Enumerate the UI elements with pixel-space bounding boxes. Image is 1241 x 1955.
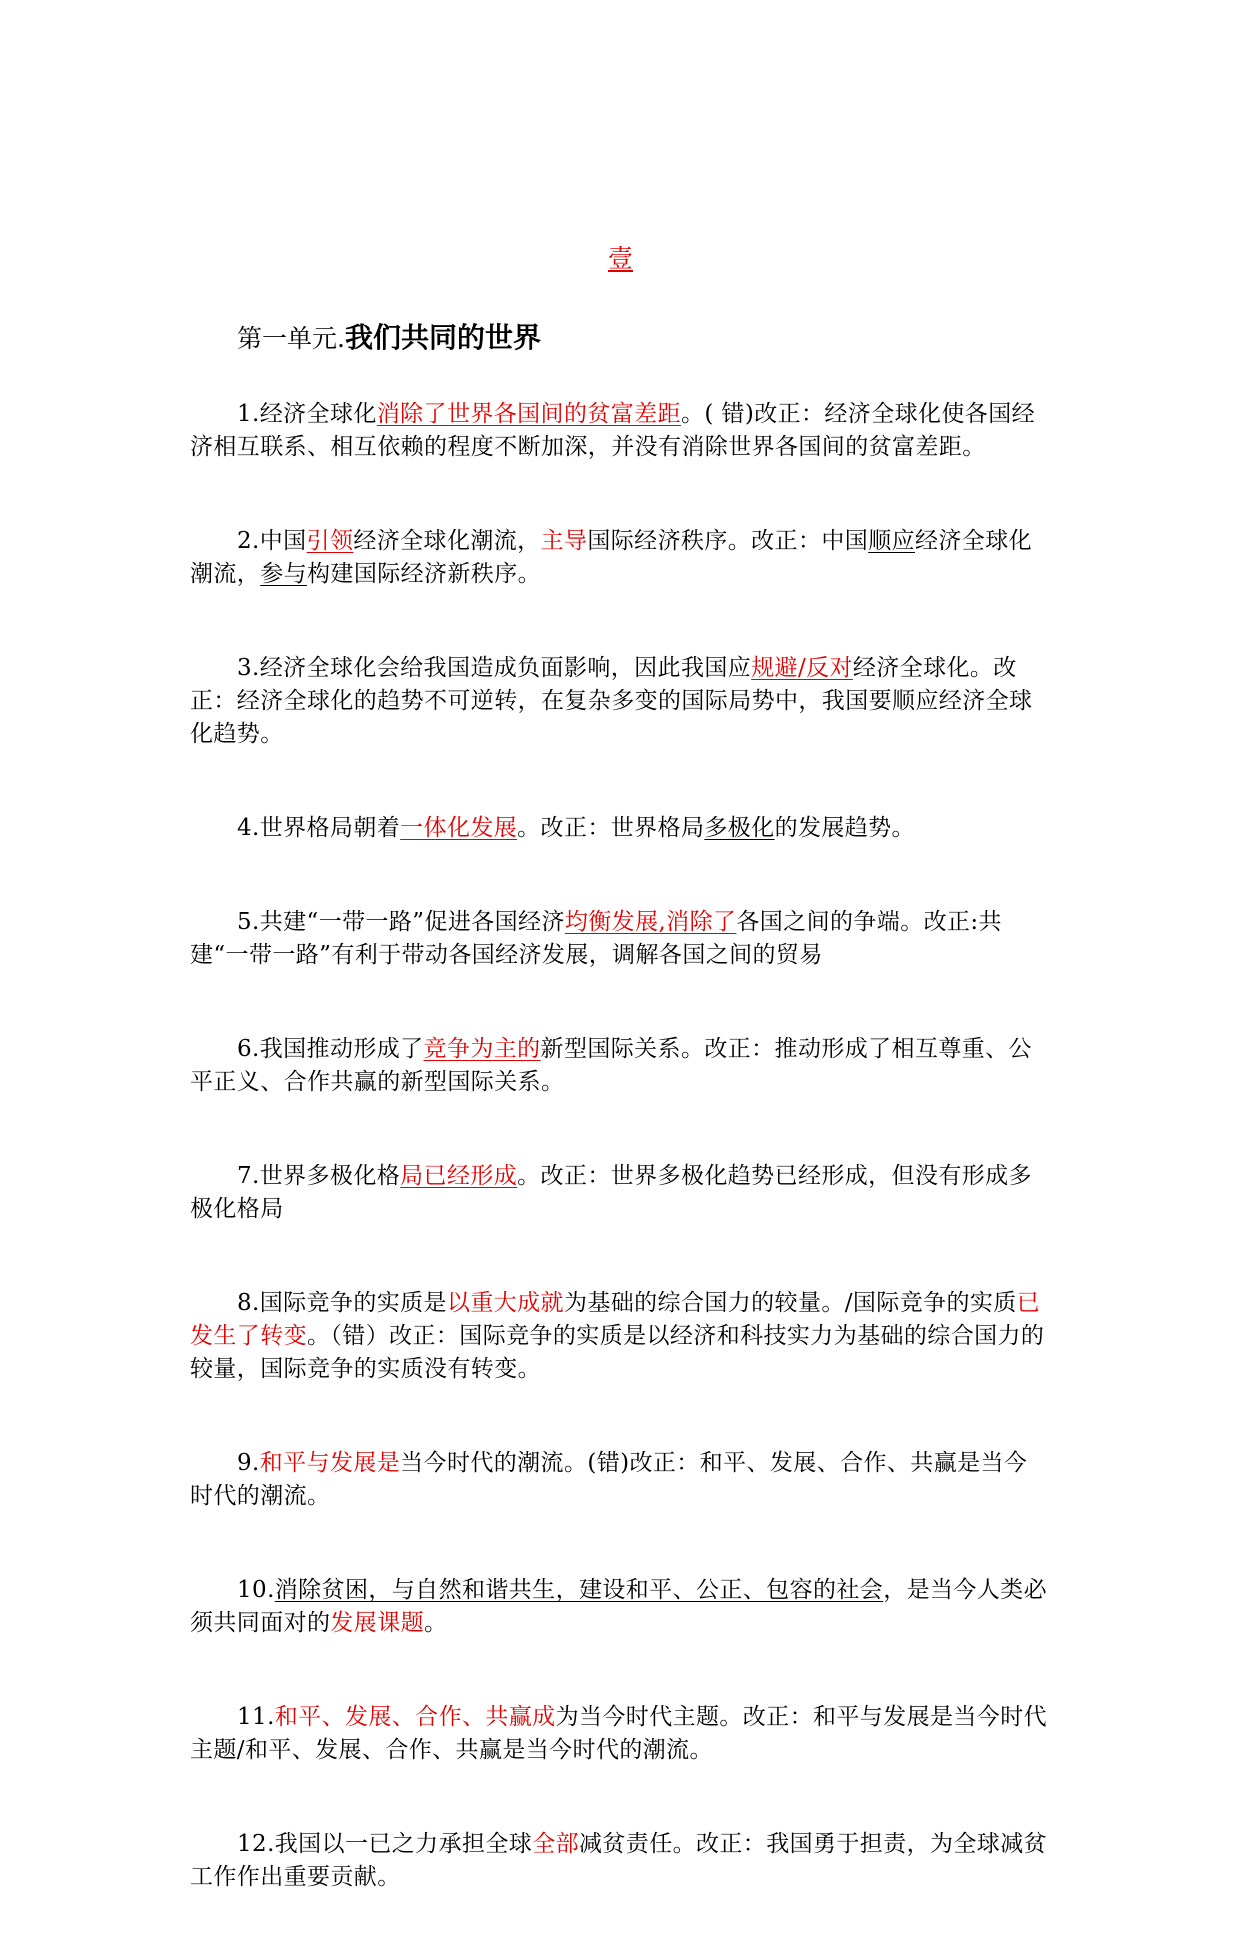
underlined-text: 参与 xyxy=(260,561,308,587)
unit-title xyxy=(237,318,541,359)
highlighted-error-text: 已发生了转变 xyxy=(190,1290,1041,1349)
statement-text: 经济全球化。改正：经济全球化的趋势不可逆转，在复杂多变的国际局势中，我国要顺应经济全球化趋势。 xyxy=(190,655,1033,747)
underlined-text: 多极化 xyxy=(704,815,775,841)
statement-item xyxy=(190,1828,1048,1894)
statement-text: 7.世界多极化格 xyxy=(237,1163,401,1189)
statement-text: 。( 错)改正：经济全球化使各国经济相互联系、相互依赖的程度不断加深，并没有消除世界各国间的贫富差距。 xyxy=(190,401,1036,460)
statement-text: 国际经济秩序。改正：中国 xyxy=(587,528,869,554)
highlighted-error-text: 竞争为主的 xyxy=(423,1036,541,1062)
statement-item xyxy=(190,1287,1048,1386)
statement-text: 构建国际经济新秩序。 xyxy=(307,561,542,587)
underlined-text: 消除贫困，与自然和谐共生，建设和平、公正、包容的社会 xyxy=(274,1577,884,1603)
highlighted-error-text: 和平与发展是 xyxy=(259,1450,401,1476)
statement-item xyxy=(190,1701,1048,1767)
unit-title-main: 我们共同的世界 xyxy=(344,321,541,354)
highlighted-error-text: 一体化发展 xyxy=(400,815,518,841)
statement-text: 。改正：世界格局 xyxy=(517,815,705,841)
highlighted-error-text: 均衡发展,消除了 xyxy=(564,909,737,935)
statement-item xyxy=(190,1574,1048,1640)
unit-title-prefix: 第一单元. xyxy=(237,324,345,353)
highlighted-error-text: 规避/反对 xyxy=(751,655,853,681)
statement-text: 的发展趋势。 xyxy=(774,815,915,841)
underlined-text: 顺应 xyxy=(868,528,915,554)
statement-text: 4.世界格局朝着 xyxy=(237,815,401,841)
statement-text: 5.共建“一带一路”促进各国经济 xyxy=(237,909,565,935)
highlighted-error-text: 引领 xyxy=(306,528,354,554)
statement-text: 3.经济全球化会给我国造成负面影响，因此我国应 xyxy=(237,655,752,681)
page-mark-text: 壹 xyxy=(607,244,633,273)
statement-item xyxy=(190,812,1048,845)
statement-text: ，是当今人类必须共同面对的 xyxy=(190,1577,1047,1636)
statement-text: 10. xyxy=(237,1577,275,1603)
statement-item xyxy=(190,652,1048,751)
statement-text: 11. xyxy=(237,1704,275,1730)
statement-text: 12.我国以一已之力承担全球 xyxy=(237,1831,533,1857)
statement-text: 。 xyxy=(424,1610,448,1636)
statement-text: 为当今时代主题。改正：和平与发展是当今时代主题/和平、发展、合作、共赢是当今时代的潮流。 xyxy=(190,1704,1047,1763)
statement-item xyxy=(190,1033,1048,1099)
statement-text: 6.我国推动形成了 xyxy=(237,1036,424,1062)
statement-text: 9. xyxy=(237,1450,260,1476)
statement-text: 。（错）改正：国际竞争的实质是以经济和科技实力为基础的综合国力的较量，国际竞争的实质没有转变。 xyxy=(190,1323,1045,1382)
statement-text: 1.经济全球化 xyxy=(237,401,377,427)
statement-text: 2.中国 xyxy=(237,528,307,554)
statement-text: 减贫责任。改正：我国勇于担责，为全球减贫工作作出重要贡献。 xyxy=(190,1831,1047,1890)
statement-text: 当今时代的潮流。(错)改正：和平、发展、合作、共赢是当今时代的潮流。 xyxy=(190,1450,1028,1509)
statement-list xyxy=(190,398,1048,1955)
highlighted-error-text: 局已经形成 xyxy=(400,1163,518,1189)
highlighted-error-text: 以重大成就 xyxy=(446,1290,564,1316)
statement-item xyxy=(190,906,1048,972)
highlighted-error-text: 发展课题 xyxy=(330,1610,425,1636)
statement-item xyxy=(190,398,1048,464)
statement-text: 经济全球化潮流， xyxy=(353,528,541,554)
statement-text: 。改正：世界多极化趋势已经形成，但没有形成多极化格局 xyxy=(190,1163,1032,1222)
statement-text: 各国之间的争端。改正:共建“一带一路”有利于带动各国经济发展，调解各国之间的贸易 xyxy=(190,909,1002,968)
statement-text: 经济全球化潮流， xyxy=(190,528,1032,587)
statement-text: 8.国际竞争的实质是 xyxy=(237,1290,447,1316)
statement-item xyxy=(190,1160,1048,1226)
statement-text: 新型国际关系。改正：推动形成了相互尊重、公平正义、合作共赢的新型国际关系。 xyxy=(190,1036,1032,1095)
highlighted-error-text: 主导 xyxy=(540,528,588,554)
statement-item xyxy=(190,525,1048,591)
statement-text: 为基础的综合国力的较量。/国际竞争的实质 xyxy=(563,1290,1017,1316)
highlighted-error-text: 消除了世界各国间的贫富差距 xyxy=(376,401,681,427)
highlighted-error-text: 全部 xyxy=(532,1831,579,1857)
highlighted-error-text: 和平、发展、合作、共赢成 xyxy=(274,1704,556,1730)
statement-item xyxy=(190,1447,1048,1513)
page-mark xyxy=(0,242,1241,276)
